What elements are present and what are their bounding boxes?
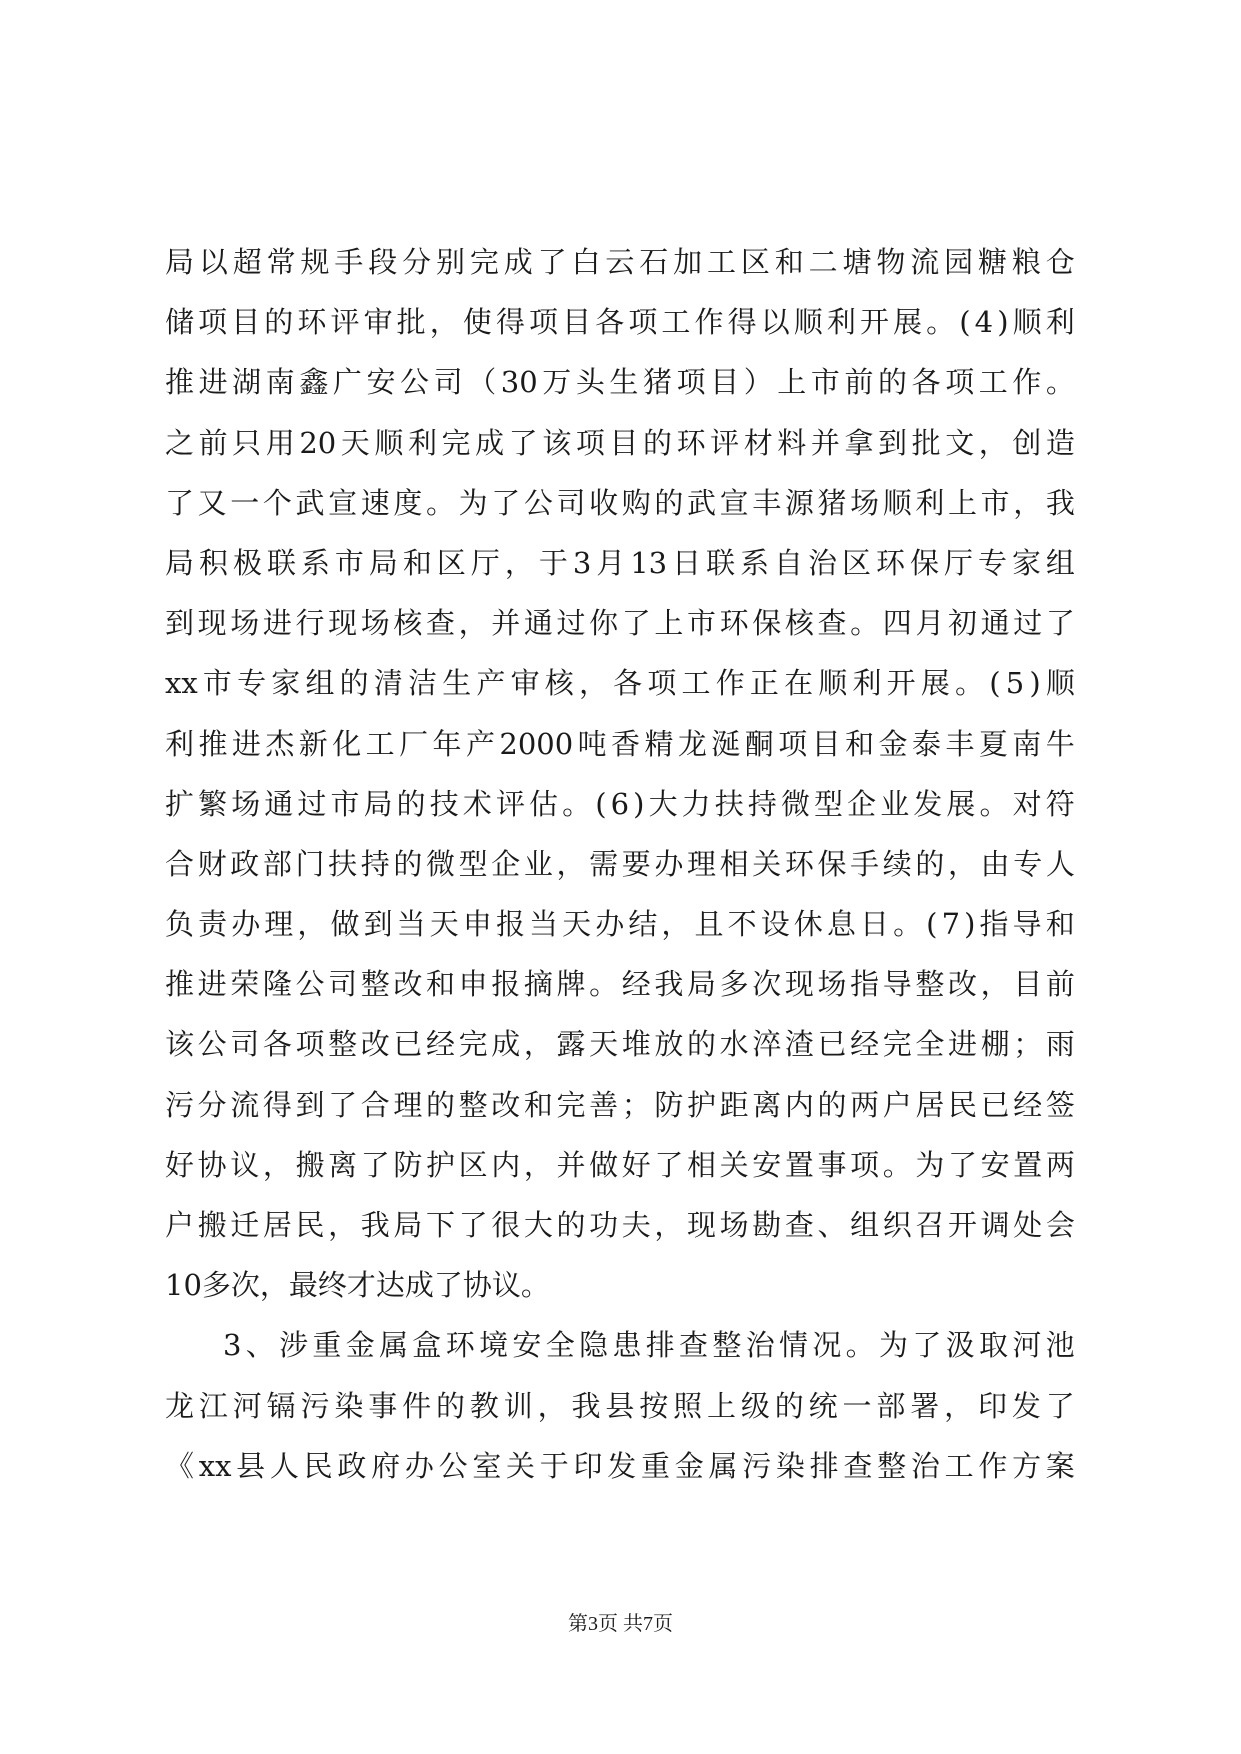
text-line: 好 协 议 ， 搬 离 了 防 护 区 内 ， 并 做 好 了 相 关 安 置 事 项 。 为 了 安 置 两 [165, 1147, 1075, 1182]
text-line: 污 分 流 得 到 了 合 理 的 整 改 和 完 善 ； 防 护 距 离 内 的 两 户 居 民 已 经 签 [165, 1087, 1075, 1122]
text-line: xx 市 专 家 组 的 清 洁 生 产 审 核 ， 各 项 工 作 正 在 顺 利 开 展 。 ( 5 ) 顺 [165, 666, 1075, 701]
text-line: 局 积 极 联 系 市 局 和 区 厅 ， 于 3 月 13 日 联 系 自 治 区 环 保 厅 专 家 组 [165, 545, 1075, 580]
text-line: 推 进 湖 南 鑫 广 安 公 司 （ 30 万 头 生 猪 项 目 ） 上 市 前 的 各 项 工 作 。 [165, 365, 1075, 400]
text-line: 负 责 办 理 ， 做 到 当 天 申 报 当 天 办 结 ， 且 不 设 休 息 日 。 ( 7 ) 指 导 和 [165, 907, 1075, 942]
text-line-paragraph-end: 10多次，最终才达成了协议。 [165, 1268, 550, 1303]
text-line: 户 搬 迁 居 民 ， 我 局 下 了 很 大 的 功 夫 ， 现 场 勘 查 、 组 织 召 开 调 处 会 [165, 1208, 1075, 1242]
page-number-footer: 第3页 共7页 [568, 1613, 673, 1635]
text-line: 储 项 目 的 环 评 审 批 ， 使 得 项 目 各 项 工 作 得 以 顺 利 开 展 。 ( 4 ) 顺 利 [165, 305, 1075, 340]
text-line: 扩 繁 场 通 过 市 局 的 技 术 评 估 。 ( 6 ) 大 力 扶 持 微 型 企 业 发 展 。 对 符 [165, 786, 1075, 821]
text-line: 合 财 政 部 门 扶 持 的 微 型 企 业 ， 需 要 办 理 相 关 环 保 手 续 的 ， 由 专 人 [165, 846, 1075, 881]
text-line-paragraph-start: 3 、 涉 重 金 属 盒 环 境 安 全 隐 患 排 查 整 治 情 况 。 为 了 汲 取 河 池 [223, 1328, 1075, 1363]
text-line: 了 又 一 个 武 宣 速 度 。 为 了 公 司 收 购 的 武 宣 丰 源 猪 场 顺 利 上 市 ， 我 [165, 485, 1075, 520]
body-text [165, 232, 1075, 1496]
text-line: 《 xx 县 人 民 政 府 办 公 室 关 于 印 发 重 金 属 污 染 排 查 整 治 工 作 方 案 [165, 1448, 1075, 1483]
text-line: 到 现 场 进 行 现 场 核 查 ， 并 通 过 你 了 上 市 环 保 核 查 。 四 月 初 通 过 了 [165, 606, 1075, 641]
text-line: 之 前 只 用 20 天 顺 利 完 成 了 该 项 目 的 环 评 材 料 并 拿 到 批 文 ， 创 造 [165, 425, 1075, 460]
text-line: 龙 江 河 镉 污 染 事 件 的 教 训 ， 我 县 按 照 上 级 的 统 一 部 署 ， 印 发 了 [165, 1388, 1075, 1423]
text-line: 该 公 司 各 项 整 改 已 经 完 成 ， 露 天 堆 放 的 水 淬 渣 已 经 完 全 进 棚 ； 雨 [165, 1027, 1075, 1062]
text-line: 推 进 荣 隆 公 司 整 改 和 申 报 摘 牌 。 经 我 局 多 次 现 场 指 导 整 改 ， 目 前 [165, 967, 1075, 1002]
text-line: 局 以 超 常 规 手 段 分 别 完 成 了 白 云 石 加 工 区 和 二 塘 物 流 园 糖 粮 仓 [165, 245, 1075, 279]
text-line: 利 推 进 杰 新 化 工 厂 年 产 2000 吨 香 精 龙 涎 酮 项 目 和 金 泰 丰 夏 南 牛 [165, 726, 1075, 761]
